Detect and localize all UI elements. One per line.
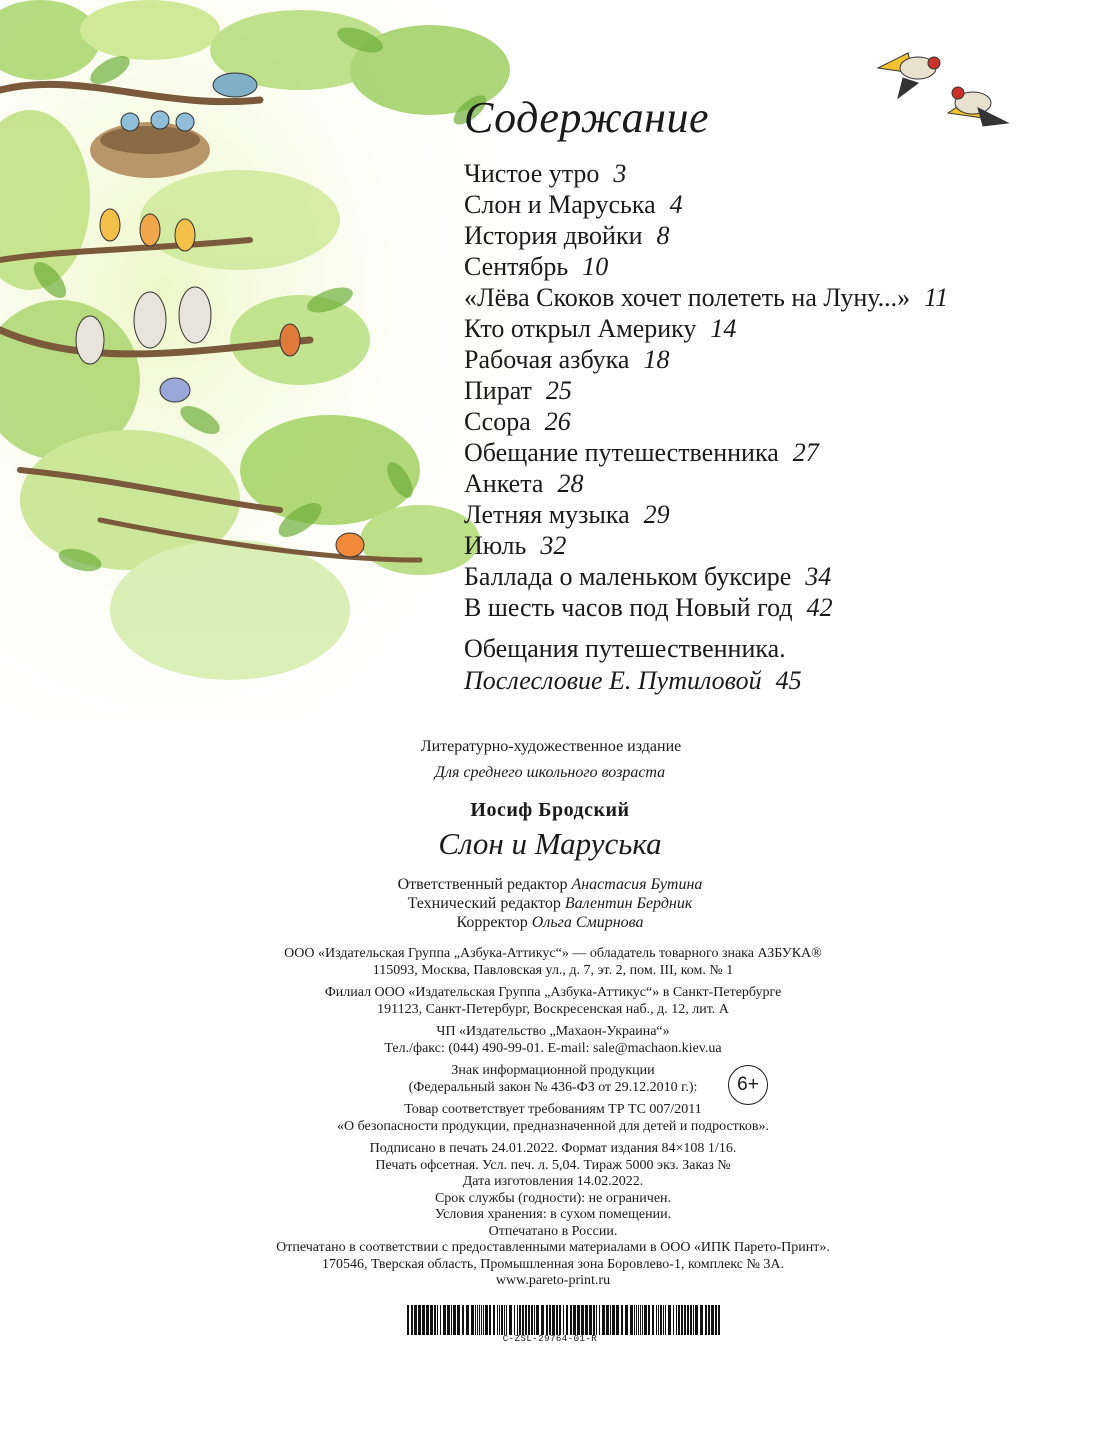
print-line: Подписано в печать 24.01.2022. Формат издания 84×108 1/16. [369, 1141, 737, 1156]
barcode-bar [642, 1305, 643, 1335]
barcode-bar [499, 1305, 500, 1335]
barcode-bar [599, 1305, 600, 1335]
barcode-bar [528, 1305, 530, 1335]
barcode-bar [506, 1305, 507, 1335]
barcode-bar [690, 1305, 692, 1335]
toc-entry-page: 10 [582, 252, 609, 281]
barcode-bar [602, 1305, 605, 1335]
age-rating-badge: 6+ [728, 1065, 768, 1105]
barcode-bar [552, 1305, 555, 1335]
toc-entry[interactable] [464, 375, 948, 406]
contents-list [464, 158, 948, 623]
toc-entry-title: Ссора [464, 407, 531, 436]
toc-entry-title: Кто открыл Америку [464, 314, 697, 343]
print-line: Срок службы (годности): не ограничен. [434, 1190, 672, 1206]
info-sign-block [3, 1063, 1100, 1096]
barcode-bar [541, 1305, 544, 1335]
barcode-bar [678, 1305, 680, 1335]
barcode-bar [593, 1305, 595, 1335]
publisher-info [3, 946, 1100, 1290]
contents-heading: Содержание [464, 93, 710, 142]
barcode-bar [652, 1305, 654, 1335]
book-title: Слон и Маруська [438, 826, 662, 861]
toc-entry[interactable] [464, 406, 948, 437]
toc-entry-title: История двойки [464, 221, 643, 250]
barcode-bar [563, 1305, 564, 1335]
toc-entry-page: 14 [710, 314, 737, 343]
barcode-bar [462, 1305, 464, 1335]
toc-entry-page: 28 [557, 469, 584, 498]
toc-entry-page: 34 [805, 562, 832, 591]
barcode-bar [546, 1305, 548, 1335]
barcode-bar [625, 1305, 628, 1335]
barcode-bar [606, 1305, 609, 1335]
toc-entry-title: Рабочая азбука [464, 345, 630, 374]
barcode-bar [660, 1305, 662, 1335]
toc-entry[interactable] [464, 499, 948, 530]
toc-entry-page: 4 [669, 190, 683, 219]
barcode-bar [522, 1305, 524, 1335]
barcode-bar [638, 1305, 639, 1335]
barcode-bar [440, 1305, 441, 1335]
toc-entry-page: 29 [643, 500, 670, 529]
publisher-line: 115093, Москва, Павловская ул., д. 7, эт. 2, пом. III, ком. № 1 [372, 962, 734, 978]
barcode-bar [630, 1305, 633, 1335]
print-line: 170546, Тверская область, Промышленная зона Боровлево-1, комплекс № 3А. [322, 1256, 784, 1272]
print-block [3, 1141, 1100, 1290]
toc-entry-title: Обещание путешественника [464, 438, 779, 467]
barcode-bar [585, 1305, 588, 1335]
barcode-bar [411, 1305, 413, 1335]
barcode-bar [509, 1305, 512, 1335]
toc-entry-page: 26 [544, 407, 571, 436]
credit-line [0, 894, 1100, 913]
barcode-bar [644, 1305, 647, 1335]
toc-entry-page: 32 [540, 531, 567, 560]
ukraine-block [3, 1024, 1100, 1057]
barcode-bar [573, 1305, 576, 1335]
barcode-bar [570, 1305, 572, 1335]
toc-entry[interactable] [464, 592, 948, 623]
barcode-bar [485, 1305, 488, 1335]
barcode-bar [684, 1305, 686, 1335]
barcode-bar [418, 1305, 421, 1335]
barcode-bar [636, 1305, 637, 1335]
barcode-bar [559, 1305, 561, 1335]
ukraine-line: ЧП «Издательство „Махаон-Украина“» [436, 1024, 670, 1039]
credit-role: Ответственный редактор [397, 876, 568, 893]
toc-entry-page: 8 [656, 221, 670, 250]
barcode-bar [577, 1305, 580, 1335]
age-group: Для среднего школьного возраста [434, 764, 666, 781]
credit-name: Валентин Бердник [564, 895, 693, 912]
barcode-bar [489, 1305, 491, 1335]
credit-role: Технический редактор [407, 895, 561, 912]
toc-entry-title: Чистое утро [464, 159, 600, 188]
compliance-line: «О безопасности продукции, предназначенной для детей и подростков». [336, 1118, 769, 1134]
credits [0, 875, 1100, 932]
barcode-bar [519, 1305, 521, 1335]
barcode-bar [596, 1305, 597, 1335]
barcode-bar [681, 1305, 683, 1335]
barcode-bar [475, 1305, 476, 1335]
toc-entry-page: 3 [613, 159, 627, 188]
toc-entry[interactable] [464, 437, 948, 468]
credit-line [0, 875, 1100, 894]
toc-entry[interactable] [464, 220, 948, 251]
barcode [407, 1305, 720, 1335]
barcode-bar [687, 1305, 689, 1335]
branch-line: Филиал ООО «Издательская Группа „Азбука-Аттикус“» в Санкт-Петербурге [324, 985, 782, 1000]
toc-entry-title: Летняя музыка [464, 500, 630, 529]
ukraine-line: Тел./факс: (044) 490-99-01. E-mail: sale@machaon.kiev.ua [384, 1040, 722, 1056]
publisher-block [3, 946, 1100, 979]
barcode-bar [447, 1305, 450, 1335]
barcode-bar [648, 1305, 650, 1335]
barcode-bar [414, 1305, 417, 1335]
barcode-bar [514, 1305, 515, 1335]
printer-website-link[interactable]: www.pareto-print.ru [495, 1273, 611, 1288]
toc-entry[interactable] [464, 282, 948, 313]
barcode-bar [621, 1305, 623, 1335]
toc-entry-page: 42 [806, 593, 833, 622]
barcode-bar [525, 1305, 527, 1335]
barcode-bar [426, 1305, 429, 1335]
toc-entry[interactable] [464, 561, 948, 592]
toc-entry-page: 45 [775, 666, 802, 695]
barcode-bar [501, 1305, 503, 1335]
barcode-bar [534, 1305, 535, 1335]
toc-entry[interactable] [464, 158, 948, 189]
tree-birds-illustration [0, 0, 540, 720]
barcode-bar [634, 1305, 635, 1335]
print-line: Отпечатано в соответствии с предоставленными материалами в ООО «ИПК Парето-Принт». [276, 1240, 830, 1255]
barcode-bar [481, 1305, 482, 1335]
barcode-bar [718, 1305, 720, 1335]
barcode-bar [711, 1305, 714, 1335]
toc-entry-title: «Лёва Скоков хочет полететь на Луну...» [464, 283, 911, 312]
barcode-bar [589, 1305, 592, 1335]
barcode-bar [531, 1305, 533, 1335]
barcode-bar [434, 1305, 436, 1335]
barcode-bar [676, 1305, 677, 1335]
afterword-subtitle [464, 665, 802, 697]
edition-type: Литературно-художественное издание [420, 738, 682, 755]
toc-entry-page: 25 [545, 376, 572, 405]
barcode-bar [663, 1305, 664, 1335]
toc-entry-title: Пират [464, 376, 532, 405]
toc-entry[interactable] [464, 313, 948, 344]
barcode-bar [556, 1305, 558, 1335]
barcode-bar [566, 1305, 568, 1335]
toc-entry[interactable] [464, 468, 948, 499]
toc-entry[interactable] [464, 189, 948, 220]
barcode-bar [610, 1305, 611, 1335]
barcode-bar [549, 1305, 551, 1335]
barcode-bar [483, 1305, 484, 1335]
toc-entry-afterword[interactable] [464, 633, 802, 697]
barcode-bar [453, 1305, 456, 1335]
compliance-line: Товар соответствует требованиям ТР ТС 007/2011 [404, 1102, 702, 1117]
afterword-title: Обещания путешественника. [464, 634, 786, 663]
barcode-bar [658, 1305, 659, 1335]
barcode-bar [693, 1305, 694, 1335]
toc-entry-page: 18 [643, 345, 670, 374]
toc-entry[interactable] [464, 344, 948, 375]
barcode-bar [493, 1305, 495, 1335]
print-line: Отпечатано в России. [488, 1223, 618, 1239]
credit-line [0, 913, 1100, 932]
barcode-bar [705, 1305, 707, 1335]
toc-entry-title: Слон и Маруська [464, 190, 656, 219]
barcode-bar [517, 1305, 518, 1335]
credit-role: Корректор [456, 914, 528, 931]
barcode-bar [581, 1305, 584, 1335]
print-line: Условия хранения: в сухом помещении. [434, 1207, 672, 1222]
barcode-bar [430, 1305, 433, 1335]
afterword-author: Послесловие Е. Путиловой [464, 666, 762, 695]
barcode-bar [466, 1305, 469, 1335]
nest [90, 122, 210, 178]
credit-name: Анастасия Бутина [571, 876, 703, 893]
barcode-bar [695, 1305, 698, 1335]
barcode-bar [477, 1305, 478, 1335]
toc-entry-title: Анкета [464, 469, 544, 498]
barcode-bar [504, 1305, 505, 1335]
barcode-bar [673, 1305, 674, 1335]
print-line: Печать офсетная. Усл. печ. л. 5,04. Тираж 5000 экз. Заказ № [375, 1157, 731, 1173]
barcode-bar [407, 1305, 409, 1335]
barcode-bar [700, 1305, 703, 1335]
barcode-bar [471, 1305, 474, 1335]
toc-entry-title: В шесть часов под Новый год [464, 593, 793, 622]
barcode-bar [640, 1305, 641, 1335]
barcode-bar [451, 1305, 452, 1335]
barcode-bar [612, 1305, 615, 1335]
barcode-bar [616, 1305, 619, 1335]
barcode-bar [665, 1305, 666, 1335]
barcode-bar [656, 1305, 657, 1335]
branch-block [3, 985, 1100, 1018]
toc-entry[interactable] [464, 251, 948, 282]
barcode-bar [536, 1305, 539, 1335]
barcode-code: C-ZSL-29764-01-R [502, 1334, 598, 1344]
toc-entry-page: 27 [792, 438, 819, 467]
toc-entry-page: 11 [924, 283, 949, 312]
barcode-bar [497, 1305, 498, 1335]
barcode-bar [708, 1305, 710, 1335]
compliance-block [3, 1102, 1100, 1135]
branch-line: 191123, Санкт-Петербург, Воскресенская наб., д. 12, лит. А [377, 1001, 729, 1017]
toc-entry-title: Сентябрь [464, 252, 569, 281]
toc-entry[interactable] [464, 530, 948, 561]
barcode-bar [668, 1305, 671, 1335]
toc-entry-title: Баллада о маленьком буксире [464, 562, 792, 591]
barcode-bar [422, 1305, 425, 1335]
publisher-line: ООО «Издательская Группа „Азбука-Аттикус“» — обладатель товарного знака АЗБУКА® [284, 946, 822, 961]
print-line: Дата изготовления 14.02.2022. [462, 1174, 644, 1189]
info-sign-line: (Федеральный закон № 436-ФЗ от 29.12.2010 г.): [408, 1079, 698, 1095]
credit-name: Ольга Смирнова [531, 914, 644, 931]
flying-goldfinches-illustration [868, 38, 1018, 138]
info-sign-line: Знак информационной продукции [451, 1063, 655, 1078]
barcode-bar [715, 1305, 717, 1335]
barcode-bar [457, 1305, 460, 1335]
barcode-bar [479, 1305, 480, 1335]
barcode-bar [443, 1305, 446, 1335]
author-name: Иосиф Бродский [470, 799, 630, 821]
barcode-bar [437, 1305, 438, 1335]
toc-entry-title: Июль [464, 531, 527, 560]
